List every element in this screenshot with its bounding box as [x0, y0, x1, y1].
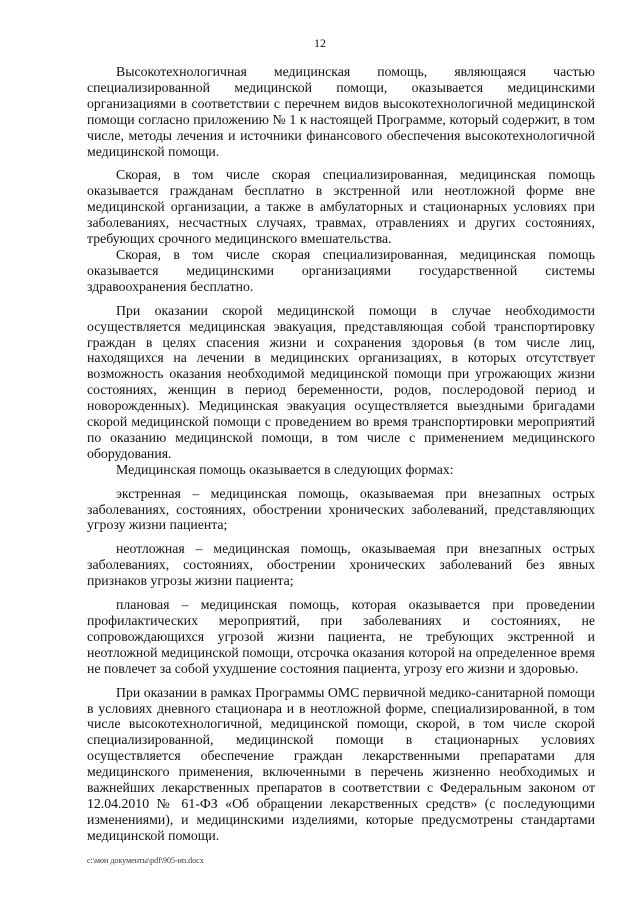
- paragraph-medication-provision: При оказании в рамках Программы ОМС первичной медико-санитарной помощи в условиях дневного стационара и в неотложной форме, специализированной, в том числе высокотехнологичной, медицинской помощи, скорой, в том числе скорой специализированной, медицинской помощи в стационарных условиях осуществляется обеспечение граждан лекарственными препаратами для медицинского применения, включенными в перечень жизненно необходимых и важнейших лекарственных препаратов в соответствии с Федеральным законом от 12.04.2010 № 61-ФЗ «Об обращении лекарственных средств» (с последующими изменениями), и медицинскими изделиями, которые предусмотрены стандартами медицинской помощи.: [87, 684, 595, 843]
- page-number: 12: [314, 36, 326, 50]
- paragraph-high-tech-care: Высокотехнологичная медицинская помощь, являющаяся частью специализированной медицинской помощи, оказывается медицинскими организациями в соответствии с перечнем видов высокотехнологичной медицинской помощи согласно приложению № 1 к настоящей Программе, который содержит, в том числе, методы лечения и источники финансового обеспечения высокотехнологичной медицинской помощи.: [87, 64, 595, 159]
- footer-file-path: c:\мои документы\pdf\905-ип.docx: [87, 856, 204, 865]
- paragraph-emergency-care-free: Скорая, в том числе скорая специализированная, медицинская помощь оказывается гражданам бесплатно в экстренной или неотложной форме вне медицинской организации, а также в амбулаторных и стационарных условиях при заболеваниях, несчастных случаях, травмах, отравлениях и других состояниях, требующих срочного медицинского вмешательства.: [87, 167, 595, 247]
- paragraph-emergency-care-state-organizations: Скорая, в том числе скорая специализированная, медицинская помощь оказывается медицинскими организациями государственной системы здравоохранения бесплатно.: [87, 246, 595, 294]
- paragraph-form-planned: плановая – медицинская помощь, которая оказывается при проведении профилактических мероприятий, при заболеваниях и состояниях, не сопровождающихся угрозой жизни пациента, не требующих экстренной и неотложной медицинской помощи, отсрочка оказания которой на определенное время не повлечет за собой ухудшение состояния пациента, угрозу его жизни и здоровью.: [87, 597, 595, 676]
- paragraph-form-emergency: экстренная – медицинская помощь, оказываемая при внезапных острых заболеваниях, состояниях, обострении хронических заболеваний, представляющих угрозу жизни пациента;: [87, 485, 595, 533]
- paragraph-care-forms-intro: Медицинская помощь оказывается в следующих формах:: [116, 461, 454, 477]
- document-body: [87, 64, 595, 844]
- paragraph-form-urgent: неотложная – медицинская помощь, оказываемая при внезапных острых заболеваниях, состояниях, обострении хронических заболеваний без явных признаков угрозы жизни пациента;: [87, 541, 595, 589]
- paragraph-medical-evacuation: При оказании скорой медицинской помощи в случае необходимости осуществляется медицинская эвакуация, представляющая собой транспортировку граждан в целях спасения жизни и сохранения здоровья (в том числе лиц, находящихся на лечении в медицинских организациях, в которых отсутствует возможность оказания необходимой медицинской помощи при угрожающих жизни состояниях, женщин в период беременности, родов, послеродовой период и новорожденных). Медицинская эвакуация осуществляется выездными бригадами скорой медицинской помощи с проведением во время транспортировки мероприятий по оказанию медицинской помощи, в том числе с применением медицинского оборудования.: [87, 302, 595, 461]
